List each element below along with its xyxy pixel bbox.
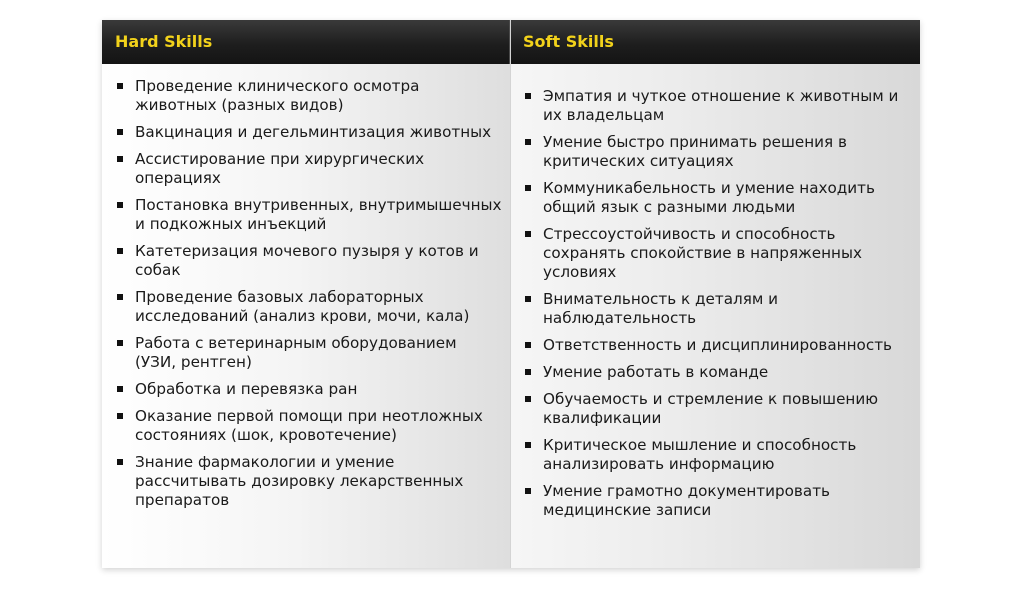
soft-skill-text: Умение работать в команде: [543, 363, 769, 381]
square-bullet-icon: [117, 83, 123, 89]
square-bullet-icon: [117, 129, 123, 135]
soft-skills-body: [510, 64, 920, 568]
soft-skill-item: [510, 336, 920, 355]
soft-skills-column: [510, 20, 920, 568]
soft-skill-item: [510, 133, 920, 171]
soft-skill-item: [510, 179, 920, 217]
soft-skill-text: Критическое мышление и способность анализировать информацию: [543, 436, 857, 473]
soft-skill-text: Стрессоустойчивость и способность сохранять спокойствие в напряженных условиях: [543, 225, 862, 281]
hard-skill-text: Постановка внутривенных, внутримышечных и подкожных инъекций: [135, 196, 502, 233]
soft-skill-item: [510, 87, 920, 125]
soft-skill-item: [510, 436, 920, 474]
square-bullet-icon: [525, 396, 531, 402]
square-bullet-icon: [525, 185, 531, 191]
square-bullet-icon: [525, 442, 531, 448]
skills-table: [102, 20, 920, 568]
hard-skills-header: Hard Skills: [102, 20, 510, 64]
square-bullet-icon: [117, 202, 123, 208]
hard-skill-item: [102, 334, 510, 372]
soft-skill-text: Обучаемость и стремление к повышению квалификации: [543, 390, 879, 427]
square-bullet-icon: [525, 488, 531, 494]
hard-skill-item: [102, 77, 510, 115]
hard-skill-item: [102, 288, 510, 326]
soft-skill-item: [510, 482, 920, 520]
hard-skills-list: [102, 64, 510, 510]
square-bullet-icon: [525, 93, 531, 99]
square-bullet-icon: [117, 156, 123, 162]
hard-skill-item: [102, 196, 510, 234]
square-bullet-icon: [117, 386, 123, 392]
soft-skill-text: Ответственность и дисциплинированность: [543, 336, 892, 354]
soft-skill-item: [510, 363, 920, 382]
hard-skills-body: [102, 64, 510, 568]
hard-skill-text: Работа с ветеринарным оборудованием (УЗИ, рентген): [135, 334, 457, 371]
hard-skill-item: [102, 380, 510, 399]
hard-skill-text: Обработка и перевязка ран: [135, 380, 358, 398]
soft-skills-list: [510, 64, 920, 520]
hard-skill-text: Оказание первой помощи при неотложных состояниях (шок, кровотечение): [135, 407, 483, 444]
soft-skill-text: Внимательность к деталям и наблюдательность: [543, 290, 779, 327]
square-bullet-icon: [117, 294, 123, 300]
hard-skills-column: [102, 20, 510, 568]
soft-skill-text: Умение быстро принимать решения в критических ситуациях: [543, 133, 847, 170]
square-bullet-icon: [117, 248, 123, 254]
hard-skill-text: Проведение базовых лабораторных исследований (анализ крови, мочи, кала): [135, 288, 470, 325]
column-divider: [510, 20, 511, 568]
soft-skill-text: Умение грамотно документировать медицинские записи: [543, 482, 830, 519]
soft-skill-text: Эмпатия и чуткое отношение к животным и их владельцам: [543, 87, 899, 124]
hard-skill-item: [102, 407, 510, 445]
hard-skill-item: [102, 150, 510, 188]
hard-skill-text: Вакцинация и дегельминтизация животных: [135, 123, 492, 141]
hard-skill-item: [102, 123, 510, 142]
soft-skill-text: Коммуникабельность и умение находить общий язык с разными людьми: [543, 179, 875, 216]
soft-skills-header: Soft Skills: [510, 20, 920, 64]
hard-skill-text: Катетеризация мочевого пузыря у котов и собак: [135, 242, 479, 279]
hard-skill-text: Знание фармакологии и умение рассчитывать дозировку лекарственных препаратов: [135, 453, 464, 509]
square-bullet-icon: [525, 296, 531, 302]
hard-skill-item: [102, 242, 510, 280]
square-bullet-icon: [117, 413, 123, 419]
square-bullet-icon: [117, 459, 123, 465]
square-bullet-icon: [117, 340, 123, 346]
hard-skill-item: [102, 453, 510, 510]
square-bullet-icon: [525, 369, 531, 375]
soft-skill-item: [510, 225, 920, 282]
soft-skill-item: [510, 290, 920, 328]
soft-skill-item: [510, 390, 920, 428]
square-bullet-icon: [525, 342, 531, 348]
square-bullet-icon: [525, 231, 531, 237]
hard-skill-text: Ассистирование при хирургических операциях: [135, 150, 425, 187]
square-bullet-icon: [525, 139, 531, 145]
hard-skill-text: Проведение клинического осмотра животных (разных видов): [135, 77, 420, 114]
